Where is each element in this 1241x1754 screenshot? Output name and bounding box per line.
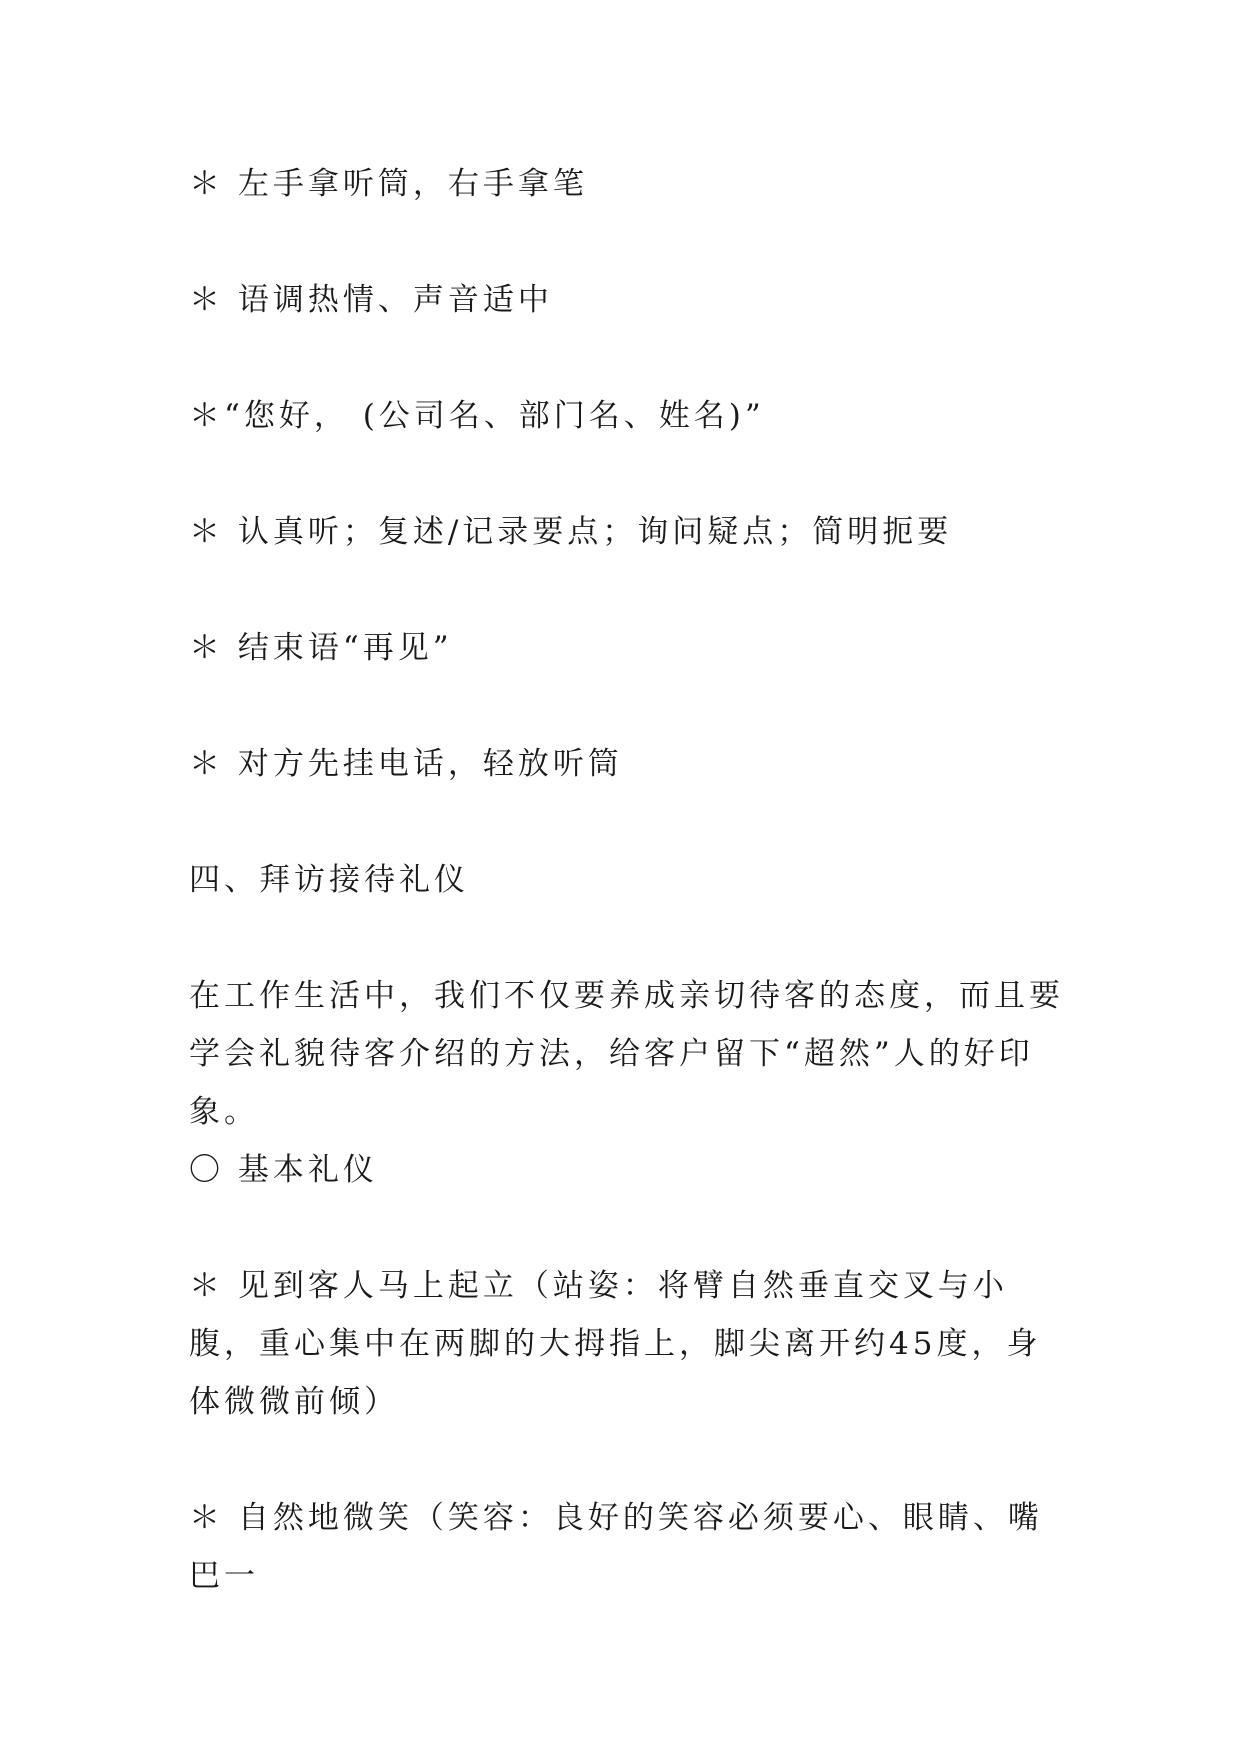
bullet-hold-receiver: ＊ 左手拿听筒，右手拿笔 — [189, 166, 588, 202]
bullet-greeting: ＊“您好， (公司名、部门名、姓名)” — [189, 398, 765, 434]
bullet-closing-phrase: ＊ 结束语“再见” — [189, 630, 453, 666]
bullet-stand-up: ＊ 见到客人马上起立（站姿：将臂自然垂直交叉与小腹，重心集中在两脚的大拇指上，脚尖离开约45度，身体微微前倾） — [189, 1268, 1042, 1420]
subheading-basic-etiquette: 〇 基本礼仪 — [189, 1152, 378, 1188]
section-heading-visit-reception: 四、拜访接待礼仪 — [189, 862, 469, 898]
bullet-smile: ＊ 自然地微笑（笑容：良好的笑容必须要心、眼睛、嘴巴一 — [189, 1500, 1043, 1594]
bullet-hang-up: ＊ 对方先挂电话，轻放听筒 — [189, 746, 623, 782]
paragraph-intro: 在工作生活中，我们不仅要养成亲切待客的态度，而且要学会礼貌待客介绍的方法，给客户留下“超然”人的好印象。 — [189, 978, 1064, 1130]
bullet-tone-warm: ＊ 语调热情、声音适中 — [189, 282, 553, 318]
bullet-listen-carefully: ＊ 认真听；复述/记录要点；询问疑点；简明扼要 — [189, 514, 953, 550]
